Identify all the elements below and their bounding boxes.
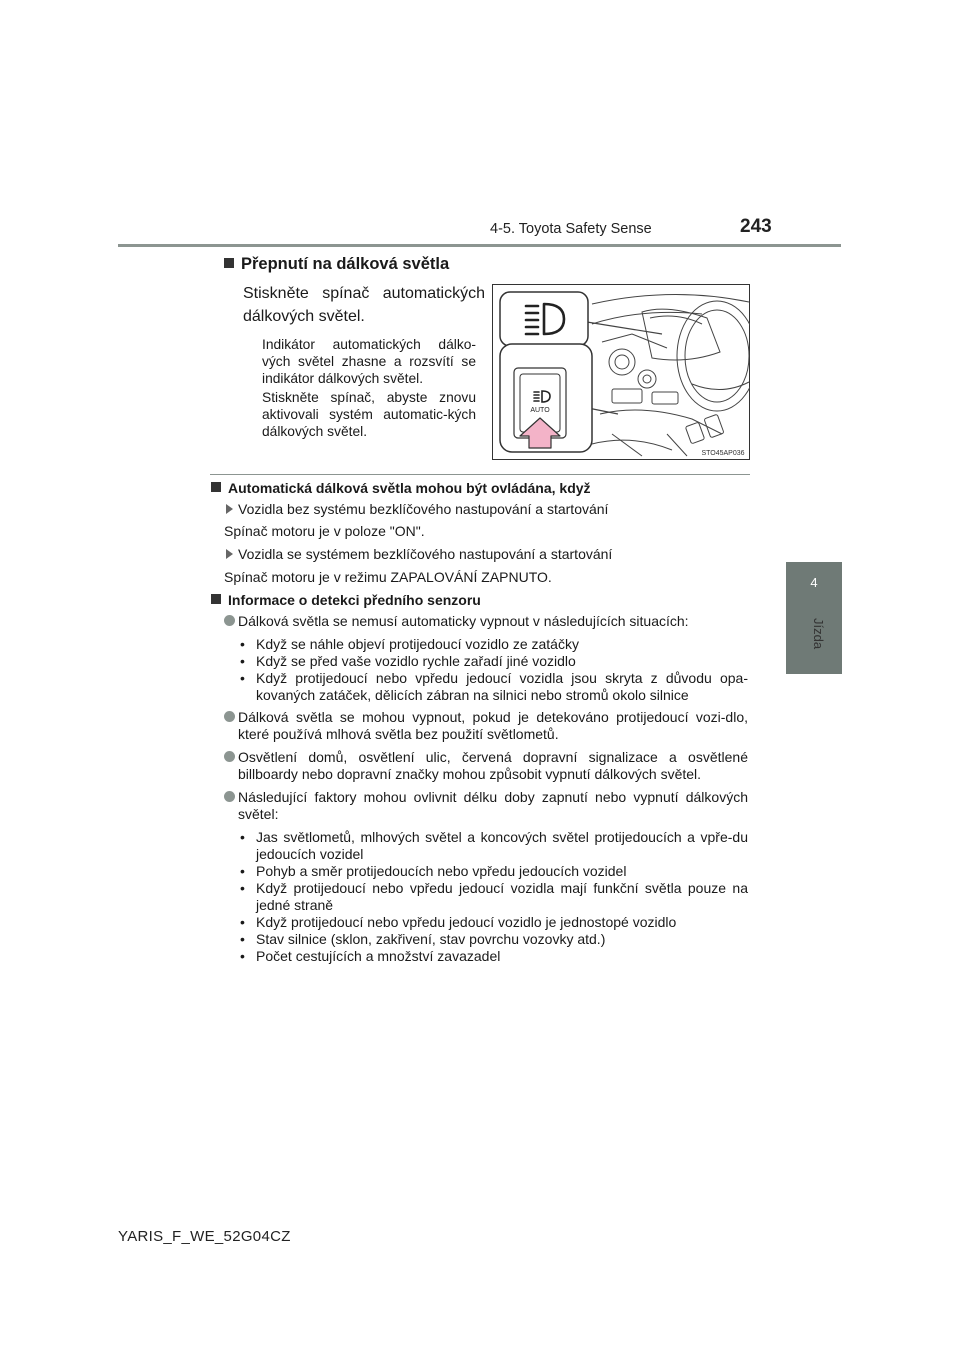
sub-instruction-1: Indikátor automatických dálko-vých světel zhasne a rozsvítí se indikátor dálkových světel. [262,337,476,386]
triangle-bullet-icon [226,549,233,559]
circle-bullet-icon [224,711,235,722]
header-divider [118,244,841,247]
info-paragraph-3 [224,749,748,783]
list-item: • Počet cestujících a množství zavazadel [240,948,748,965]
factor-list [240,829,748,965]
list-item: • Když se náhle objeví protijedoucí vozidlo ze zatáčky [240,636,748,653]
info-paragraph-3-text: Osvětlení domů, osvětlení ulic, červená dopravní signalizace a osvětlené billboardy nebo dopravní značky mohou způsobit vypnutí dálkových světel. [238,749,748,782]
running-header-section: 4-5. Toyota Safety Sense [490,221,652,237]
list-item: • Když se před vaše vozidlo rychle zařadí jiné vozidlo [240,653,748,670]
info-paragraph-4 [224,789,748,823]
condition-item-1-text: Vozidla bez systému bezklíčového nastupování a startování [238,501,609,517]
condition-item-2-text: Vozidla se systémem bezklíčového nastupování a startování [238,546,613,562]
triangle-bullet-icon [226,504,233,514]
circle-bullet-icon [224,615,235,626]
section-divider [210,474,750,475]
list-item: • Pohyb a směr protijedoucích nebo vpředu jedoucích vozidel [240,863,748,880]
info-paragraph-2-text: Dálková světla se mohou vypnout, pokud je detekováno protijedoucí vozi-dlo, které používá mlhová světla bez použití světlometů. [238,709,748,742]
figure-code: STO45AP036 [701,450,745,457]
info-paragraph-1-text: Dálková světla se nemusí automaticky vypnout v následujících situacích: [238,613,689,629]
condition-text-2: Spínač motoru je v režimu ZAPALOVÁNÍ ZAPNUTO. [224,569,552,585]
sub-instruction-2: Stiskněte spínač, abyste znovu aktivovali systém automatic-kých dálkových světel. [262,390,476,439]
list-item: • Když protijedoucí nebo vpředu jedoucí vozidla mají funkční světla pouze na jedné straně [240,880,748,914]
condition-item-1 [226,501,608,518]
high-beam-indicator-icon [500,292,588,346]
condition-text-1: Spínač motoru je v poloze "ON". [224,523,425,539]
square-bullet-icon [211,482,221,492]
list-item: • Jas světlometů, mlhových světel a koncových světel protijedoucích a vpře-du jedoucích vozidel [240,829,748,863]
circle-bullet-icon [224,751,235,762]
section-heading-sensor-info [211,592,481,608]
list-item: • Když protijedoucí nebo vpředu jedoucí vozidla jsou skryta z důvodu opa-kovaných zatáček, dělicích zábran na silnici nebo stromů okolo silnice [240,670,748,704]
info-paragraph-2 [224,709,748,743]
section-heading-high-beam [224,255,449,274]
list-item: • Stav silnice (sklon, zakřivení, stav povrchu vozovky atd.) [240,931,748,948]
section-heading-text: Přepnutí na dálková světla [241,255,450,273]
chapter-tab-label: Jízda [811,618,826,650]
section-heading-text: Automatická dálková světla mohou být ovládána, když [228,480,591,496]
info-paragraph-1 [224,613,748,630]
dashboard-illustration [492,284,750,460]
square-bullet-icon [224,258,234,268]
info-paragraph-4-text: Následující faktory mohou ovlivnit délku doby zapnutí nebo vypnutí dálkových světel: [238,789,748,822]
instruction-text: Stiskněte spínač automatických dálkových světel. [243,285,485,325]
circle-bullet-icon [224,791,235,802]
section-heading-conditions [211,480,591,496]
document-code: YARIS_F_WE_52G04CZ [118,1228,291,1245]
condition-item-2 [226,546,612,563]
section-heading-text: Informace o detekci předního senzoru [228,592,481,608]
situation-list-1 [240,636,748,704]
page-number: 243 [740,216,772,237]
list-item: • Když protijedoucí nebo vpředu jedoucí vozidlo je jednostopé vozidlo [240,914,748,931]
switch-label: AUTO [530,407,550,414]
square-bullet-icon [211,594,221,604]
chapter-tab-number: 4 [810,575,818,590]
